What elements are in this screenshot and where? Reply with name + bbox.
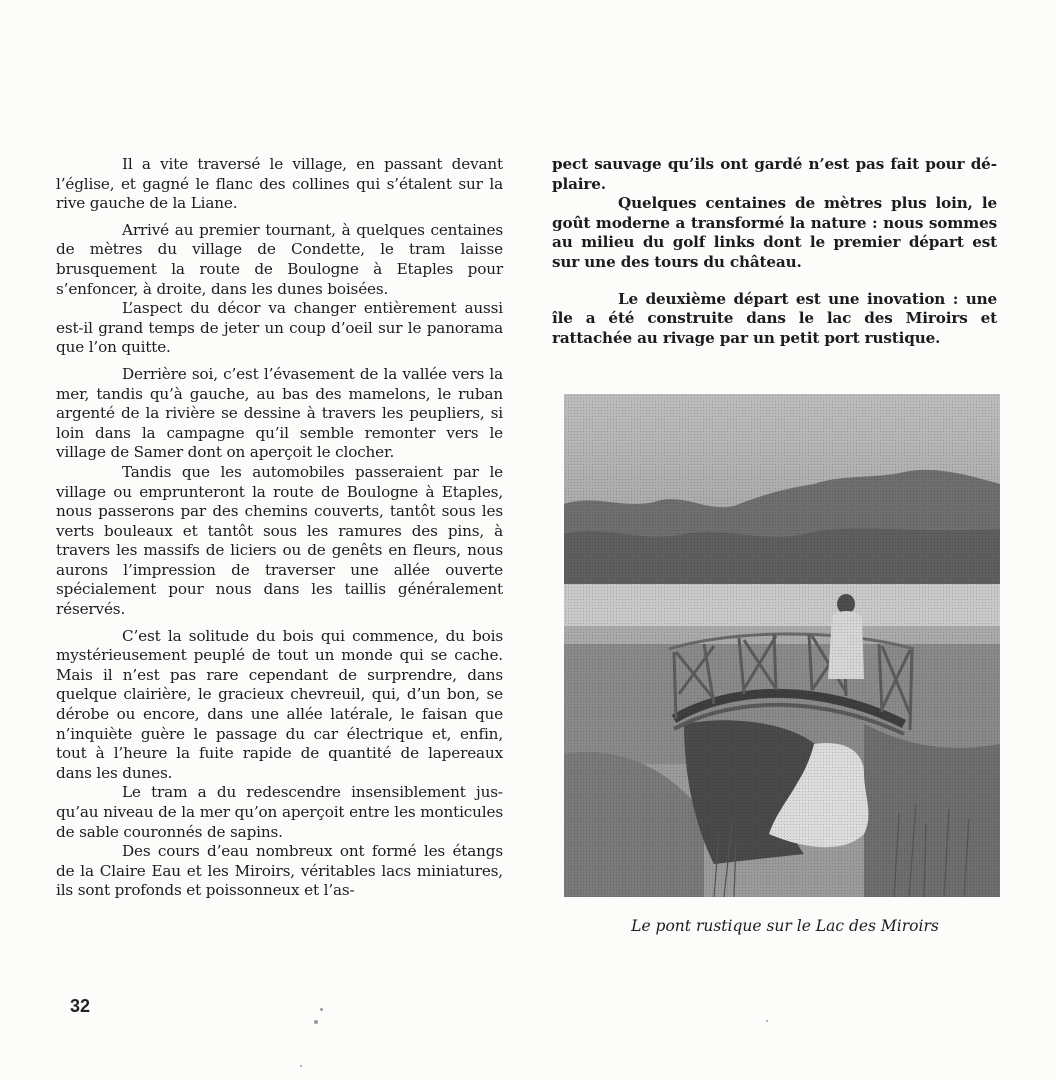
photo-caption: Le pont rustique sur le Lac des Miroirs <box>631 917 939 935</box>
paragraph: Des cours d’eau nombreux ont formé les étangs de la Claire Eau et les Miroirs, véritables lacs miniatures, ils sont profonds et poissonneux et l’as- <box>56 842 503 900</box>
paragraph: L’aspect du décor va changer entièrement aussi est-il grand temps de jeter un coup d’oeil sur le panorama que l’on quitte. <box>56 299 503 357</box>
print-speck <box>300 1065 302 1067</box>
bridge-photo <box>564 394 1000 897</box>
paragraph: Arrivé au premier tournant, à quelques centaines de mètres du village de Condette, le tram laisse brusquement la route de Boulogne à Etaples pour s’enfoncer, à droite, dans les dunes boisées. <box>56 220 503 298</box>
paragraph: Le tram a du redescendre insensiblement jusqu’au niveau de la mer qu’on aperçoit entre les monticules de sable couronnés de sapins. <box>56 783 503 841</box>
paragraph: Le deuxième départ est une inovation : une île a été construite dans le lac des Miroirs et rattachée au rivage par un petit port rustique. <box>552 289 997 347</box>
print-speck <box>320 1008 323 1011</box>
print-speck <box>766 1020 768 1022</box>
left-text-column <box>56 155 503 901</box>
paragraph: C’est la solitude du bois qui commence, du bois mystérieusement peuplé de tout un monde qui se cache. Mais il n’est pas rare cependant de surprendre, dans quelque clairière, le gracieux chevreuil, qui, d’un bon, se dérobe ou encore, dans une allée latérale, le faisan que n’inquiète guère le passage du car électrique et, enfin, tout à l’heure la fuite rapide de quantité de lapereaux dans les dunes. <box>56 626 503 782</box>
print-speck <box>314 1020 318 1024</box>
paragraph: Quelques centaines de mètres plus loin, le goût moderne a transformé la nature : nous sommes au milieu du golf links dont le premier départ est sur une des tours du château. <box>552 194 997 271</box>
right-text-column <box>552 155 997 348</box>
paragraph: Il a vite traversé le village, en passant devant l’église, et gagné le flanc des collines qui s’étalent sur la rive gauche de la Liane. <box>56 155 503 213</box>
paragraph: Tandis que les automobiles passeraient par le village ou emprunteront la route de Boulogne à Etaples, nous passerons par des chemins couverts, tantôt sous les verts bouleaux et tantôt sous les ramures des pins, à travers les massifs de liciers ou de genêts en fleurs, nous aurons l’impression de traverser une allée ouverte spécialement pour nous dans les taillis généralement réservés. <box>56 462 503 619</box>
paragraph: Derrière soi, c’est l’évasement de la vallée vers la mer, tandis qu’à gauche, au bas des mamelons, le ruban argenté de la rivière se dessine à travers les peupliers, si loin dans la campagne qu’il semble remonter vers le village de Samer dont on aperçoit le clocher. <box>56 364 503 462</box>
page-number: 32 <box>70 996 91 1016</box>
photo-illustration <box>564 394 1000 897</box>
paragraph: pect sauvage qu’ils ont gardé n’est pas fait pour déplaire. <box>552 155 997 193</box>
